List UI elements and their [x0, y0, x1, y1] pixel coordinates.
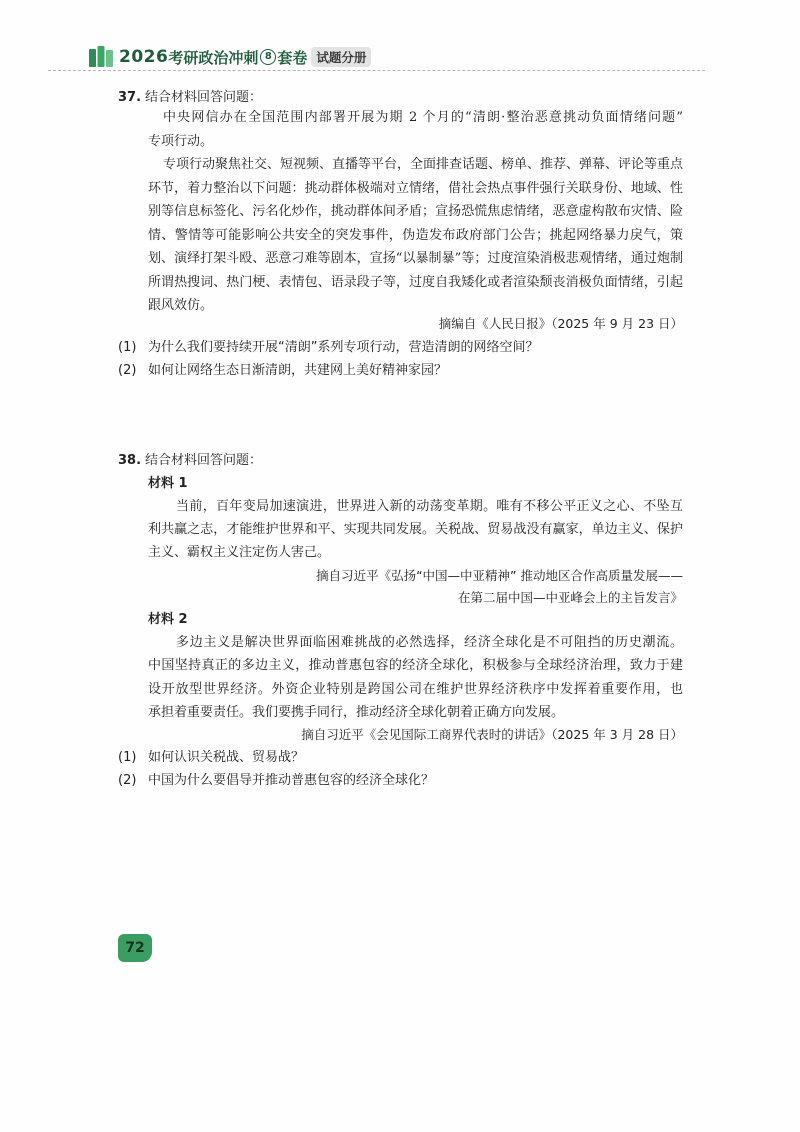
q37-title [118, 88, 262, 108]
header-year: 2026 [119, 47, 169, 67]
sub-question-text: 如何让网络生态日渐清朗，共建网上美好精神家园？ [148, 362, 448, 378]
material-line: 所谓热搜词、热门梗、表情包、语录段子等，过度自我矮化或者渲染颓丧消极负面情绪，引起 [148, 274, 683, 290]
sub-question-number: (2) [118, 362, 137, 378]
material-2-source [148, 724, 683, 746]
material-line: 中国坚持真正的多边主义，推动普惠包容的经济全球化，积极参与全球经济治理，致力于建 [148, 658, 683, 674]
sub-question-number: (1) [118, 340, 137, 355]
material-line: 跟风效仿。 [148, 298, 214, 313]
material-line: 情、警情等可能影响公共安全的突发事件，伪造发布政府部门公告；挑起网络暴力戾气，策 [148, 227, 683, 243]
material-line: 环节，着力整治以下问题：挑动群体极端对立情绪，借社会热点事件强行关联身份、地域、性 [148, 180, 683, 196]
page-header [88, 44, 371, 70]
q38-number: 38. [118, 453, 142, 468]
sub-question-number: (1) [118, 750, 137, 765]
green-book-icon [88, 45, 114, 69]
source-line: 摘自习近平《会见国际工商界代表时的讲话》（2025 年 3 月 28 日） [301, 727, 683, 742]
q38-questions [118, 746, 434, 792]
material-1-source [148, 565, 683, 609]
material-line: 别等信息标签化、污名化炒作，挑动群体间矛盾；宣扬恐慌焦虑情绪，恶意虚构散布灾情、险 [148, 204, 683, 219]
material-2-text [148, 631, 683, 725]
sub-question [118, 360, 538, 383]
header-title: 考研政治冲刺 [168, 48, 259, 67]
sub-question-text: 为什么我们要持续开展“清朗”系列专项行动，营造清朗的网络空间？ [148, 340, 539, 355]
sub-question [118, 769, 434, 792]
material-1-text [148, 495, 683, 564]
q37-prompt: 结合材料回答问题： [145, 90, 263, 105]
q38-prompt: 结合材料回答问题： [145, 453, 263, 468]
material-line: 当前，百年变局加速演进，世界进入新的动荡变革期。唯有不移公平正义之心、不坠互 [176, 499, 683, 514]
material-line: 中央网信办在全国范围内部署开展为期 2 个月的“清朗·整治恶意挑动负面情绪问题” [163, 110, 683, 125]
material-line: 主义、霸权主义注定伤人害己。 [148, 545, 331, 560]
q38-title [118, 451, 262, 471]
q37-material [148, 106, 683, 318]
source-line: 在第二届中国—中亚峰会上的主旨发言》 [457, 590, 683, 605]
material-line: 专项行动聚焦社交、短视频、直播等平台，全面排查话题、榜单、推荐、弹幕、评论等重点 [163, 157, 684, 172]
material-line: 承担着重要责任。我们要携手同行，推动经济全球化朝着正确方向发展。 [148, 705, 565, 721]
source-line: 摘自习近平《弘扬“中国—中亚精神” 推动地区合作高质量发展—— [316, 568, 683, 583]
header-divider [48, 70, 705, 71]
material-line: 专项行动。 [148, 133, 214, 149]
sub-question-number: (2) [118, 773, 137, 788]
q37-questions [118, 337, 538, 382]
q37-number: 37. [118, 90, 142, 105]
material-1-label: 材料 1 [148, 476, 188, 491]
header-circled-number: 8 [260, 49, 276, 65]
page-number: 72 [118, 934, 152, 962]
material-2-label: 材料 2 [148, 612, 188, 627]
sub-question [118, 746, 434, 769]
material-line: 划、演绎打架斗殴、恶意刁难等剧本，宣扬“以暴制暴”等；过度渲染消极悲观情绪，通过炮制 [148, 251, 683, 266]
sub-question [118, 337, 538, 360]
q37-source: 摘编自《人民日报》（2025 年 9 月 23 日） [438, 316, 683, 331]
sub-question-text: 中国为什么要倡导并推动普惠包容的经济全球化？ [148, 773, 435, 788]
sub-question-text: 如何认识关税战、贸易战？ [148, 750, 305, 765]
material-line: 设开放型世界经济。外资企业特别是跨国公司在维护世界经济秩序中发挥着重要作用，也 [148, 681, 683, 697]
header-badge: 试题分册 [311, 47, 371, 67]
material-line: 多边主义是解决世界面临困难挑战的必然选择，经济全球化是不可阻挡的历史潮流。 [176, 635, 683, 650]
material-line: 利共赢之志，才能维护世界和平、实现共同发展。关税战、贸易战没有赢家，单边主义、保护 [148, 522, 683, 537]
header-title-suffix: 套卷 [277, 48, 308, 67]
